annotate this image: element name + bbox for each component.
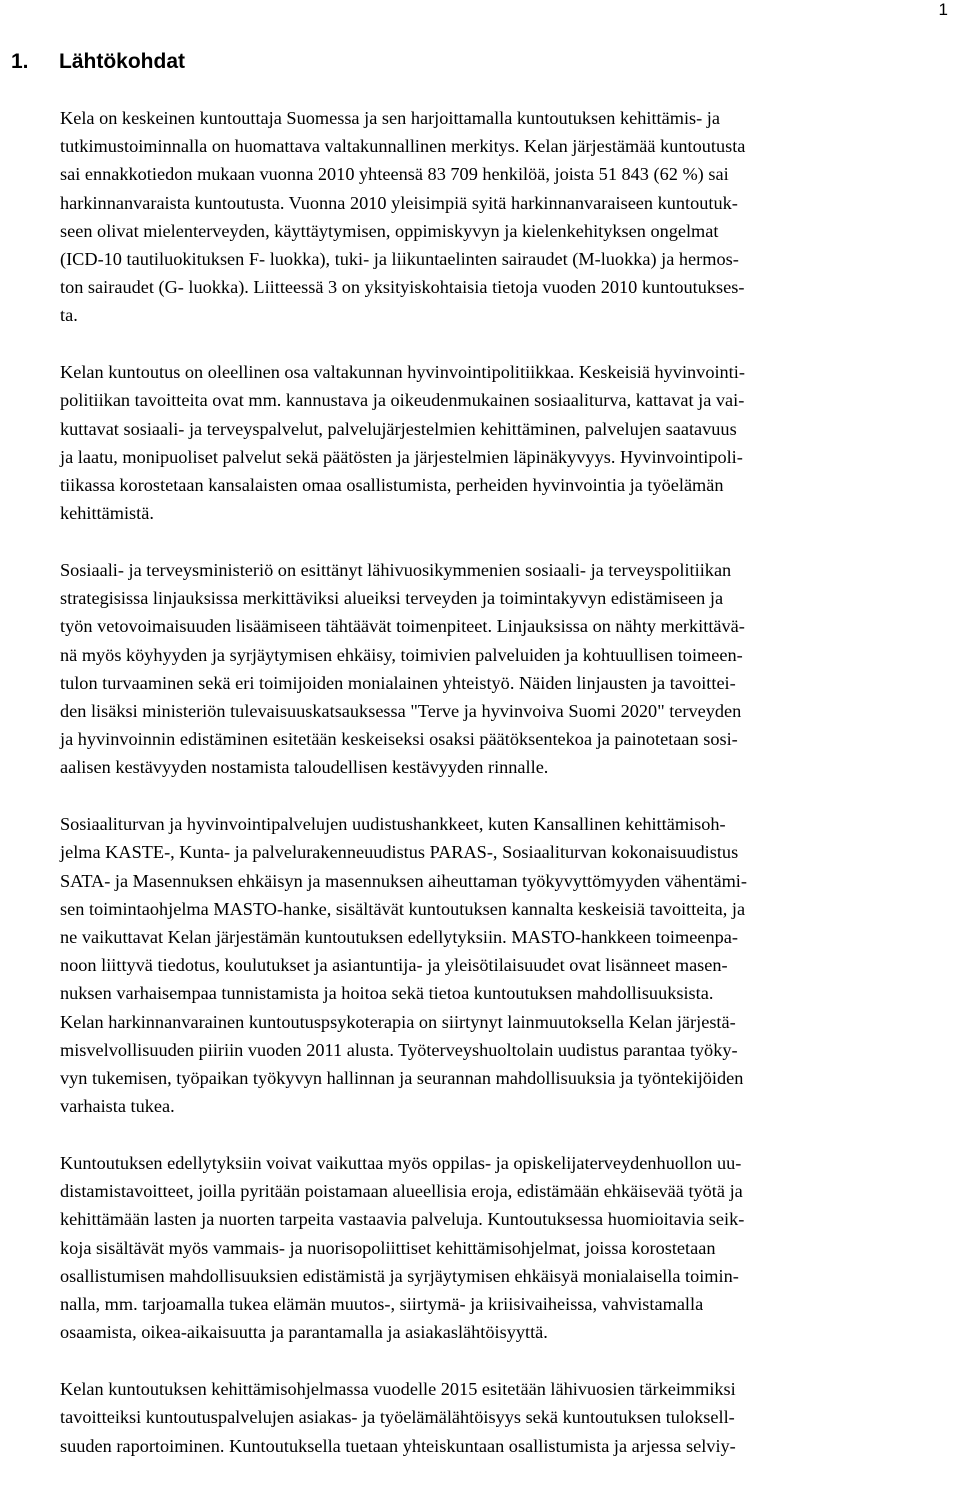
paragraph bbox=[60, 1149, 953, 1346]
text-line: ton sairaudet (G- luokka). Liitteessä 3 on yksityiskohtaisia tietoja vuoden 2010 kuntoutukses- bbox=[60, 277, 745, 298]
text-line: ja laatu, monipuoliset palvelut sekä päätösten ja järjestelmien läpinäkyvyys. Hyvinvointipoli- bbox=[60, 446, 743, 467]
text-line: aalisen kestävyyden nostamista taloudellisen kestävyyden rinnalle. bbox=[60, 757, 549, 778]
text-line: osallistumisen mahdollisuuksien edistämistä ja syrjäytymisen ehkäisyä monialaisella toimin- bbox=[60, 1265, 739, 1286]
text-line: noon liittyvä tiedotus, koulutukset ja asiantuntija- ja yleisötilaisuudet ovat lisänneet masen- bbox=[60, 955, 728, 976]
text-line: strategisissa linjauksissa merkittäviksi alueiksi terveyden ja toimintakyvyn edistämiseen ja bbox=[60, 588, 724, 609]
section-title: Lähtökohdat bbox=[59, 50, 185, 73]
paragraph bbox=[60, 104, 953, 330]
text-line: ne vaikuttavat Kelan järjestämän kuntoutuksen edellytyksiin. MASTO-hankkeen toimeenpa- bbox=[60, 927, 738, 948]
text-line: tiikassa korostetaan kansalaisten omaa osallistumista, perheiden hyvinvointia ja työelämän bbox=[60, 475, 724, 496]
text-line: Kuntoutuksen edellytyksiin voivat vaikuttaa myös oppilas- ja opiskelijaterveydenhuollon uu- bbox=[60, 1153, 742, 1174]
section-heading bbox=[11, 46, 185, 78]
text-line: den lisäksi ministeriön tulevaisuuskatsauksessa "Terve ja hyvinvoiva Suomi 2020" terveyden bbox=[60, 701, 742, 722]
text-line: Sosiaaliturvan ja hyvinvointipalvelujen uudistushankkeet, kuten Kansallinen kehittämisoh- bbox=[60, 814, 726, 835]
text-line: distamistavoitteet, joilla pyritään poistamaan alueellisia eroja, edistämään ehkäisevää työtä ja bbox=[60, 1181, 743, 1202]
text-line: osaamista, oikea-aikaisuutta ja parantamalla ja asiakaslähtöisyyttä. bbox=[60, 1322, 548, 1343]
text-line: kuttavat sosiaali- ja terveyspalvelut, palvelujärjestelmien kehittäminen, palvelujen saatavuus bbox=[60, 418, 737, 439]
paragraph bbox=[60, 358, 953, 527]
text-line: suuden raportoiminen. Kuntoutuksella tuetaan yhteiskuntaan osallistumista ja arjessa selviy- bbox=[60, 1435, 736, 1456]
text-line: Sosiaali- ja terveysministeriö on esittänyt lähivuosikymmenien sosiaali- ja terveyspolitiikan bbox=[60, 560, 732, 581]
text-line: vyn tukemisen, työpaikan työkyvyn hallinnan ja seurannan mahdollisuuksia ja työntekijöiden bbox=[60, 1068, 744, 1089]
text-line: koja sisältävät myös vammais- ja nuorisopoliittiset kehittämisohjelmat, joissa korostetaan bbox=[60, 1237, 716, 1258]
text-line: työn vetovoimaisuuden lisäämiseen tähtäävät toimenpiteet. Linjauksissa on nähty merkittävä- bbox=[60, 616, 745, 637]
body-text bbox=[60, 104, 953, 1488]
text-line: tutkimustoiminnalla on huomattava valtakunnallinen merkitys. Kelan järjestämää kuntoutusta bbox=[60, 136, 746, 157]
text-line: seen olivat mielenterveyden, käyttäytymisen, oppimiskyvyn ja kielenkehityksen ongelmat bbox=[60, 220, 719, 241]
text-line: misvelvollisuuden piiriin vuoden 2011 alusta. Työterveyshuoltolain uudistus parantaa työky- bbox=[60, 1039, 738, 1060]
text-line: jelma KASTE-, Kunta- ja palvelurakenneuudistus PARAS-, Sosiaaliturvan kokonaisuudistus bbox=[60, 842, 739, 863]
text-line: ta. bbox=[60, 305, 78, 326]
text-line: Kela on keskeinen kuntouttaja Suomessa ja sen harjoittamalla kuntoutuksen kehittämis- ja bbox=[60, 108, 720, 128]
paragraph bbox=[60, 810, 953, 1120]
paragraph bbox=[60, 556, 953, 782]
text-line: sen toimintaohjelma MASTO-hanke, sisältävät kuntoutuksen kannalta keskeisiä tavoitteita, ja bbox=[60, 898, 746, 919]
text-line: kehittämistä. bbox=[60, 503, 154, 524]
text-line: Kelan kuntoutuksen kehittämisohjelmassa vuodelle 2015 esitetään lähivuosien tärkeimmiksi bbox=[60, 1379, 736, 1400]
section-number: 1. bbox=[11, 50, 29, 73]
text-line: (ICD-10 tautiluokituksen F- luokka), tuki- ja liikuntaelinten sairaudet (M-luokka) ja hermos- bbox=[60, 249, 739, 270]
text-line: politiikan tavoitteita ovat mm. kannustava ja oikeudenmukainen sosiaaliturva, kattavat ja vai- bbox=[60, 390, 745, 411]
text-line: nalla, mm. tarjoamalla tukea elämän muutos-, siirtymä- ja kriisivaiheissa, vahvistamalla bbox=[60, 1294, 704, 1315]
text-line: Kelan kuntoutus on oleellinen osa valtakunnan hyvinvointipolitiikkaa. Keskeisiä hyvinvointi- bbox=[60, 362, 745, 383]
text-line: Kelan harkinnanvarainen kuntoutuspsykoterapia on siirtynyt lainmuutoksella Kelan järjestä- bbox=[60, 1011, 736, 1032]
text-line: nä myös köyhyyden ja syrjäytymisen ehkäisy, toimivien palveluiden ja kohtuullisen toimeen- bbox=[60, 644, 743, 665]
text-line: tulon turvaaminen sekä eri toimijoiden monialainen yhteistyö. Näiden linjausten ja tavoittei- bbox=[60, 672, 736, 693]
paragraph bbox=[60, 1375, 953, 1460]
text-line: SATA- ja Masennuksen ehkäisyn ja masennuksen aiheuttaman työkyvyttömyyden vähentämi- bbox=[60, 870, 747, 891]
text-line: varhaista tukea. bbox=[60, 1096, 175, 1117]
text-line: kehittämään lasten ja nuorten tarpeita vastaavia palveluja. Kuntoutuksessa huomioitavia seik- bbox=[60, 1209, 745, 1230]
text-line: harkinnanvaraista kuntoutusta. Vuonna 2010 yleisimpiä syitä harkinnanvaraiseen kuntoutuk- bbox=[60, 192, 738, 213]
text-line: tavoitteiksi kuntoutuspalvelujen asiakas- ja työelämälähtöisyys sekä kuntoutuksen tuloksell- bbox=[60, 1407, 735, 1428]
page-number: 1 bbox=[938, 0, 948, 19]
text-line: sai ennakkotiedon mukaan vuonna 2010 yhteensä 83 709 henkilöä, joista 51 843 (62 %) sai bbox=[60, 164, 729, 185]
text-line: nuksen varhaisempaa tunnistamista ja hoitoa sekä tietoa kuntoutuksen mahdollisuuksista. bbox=[60, 983, 714, 1004]
text-line: ja hyvinvoinnin edistäminen esitetään keskeiseksi osaksi päätöksentekoa ja painotetaan sosi- bbox=[60, 729, 738, 750]
